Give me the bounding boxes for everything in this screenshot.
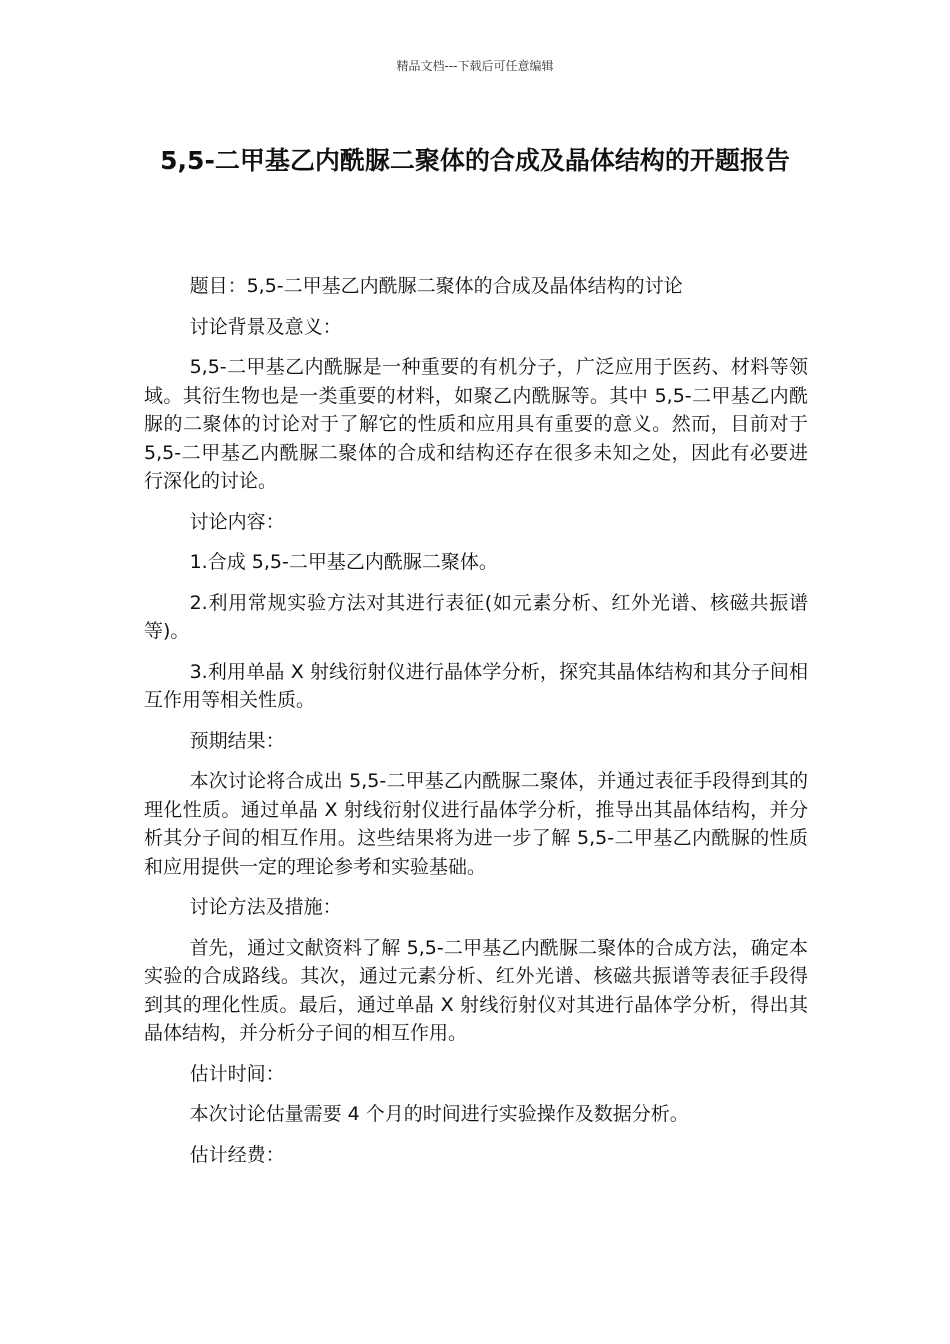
- section-heading-methods: 讨论方法及措施：: [189, 896, 342, 918]
- section-heading-budget: 估计经费：: [189, 1143, 285, 1166]
- paragraph-background: 5,5-二甲基乙内酰脲是一种重要的有机分子，广泛应用于医药、材料等领域。其衍生物也是一类重要的材料，如聚乙内酰脲等。其中 5,5-二甲基乙内酰脲的二聚体的讨论对于了解它的性质和应用具有重要的意义。然而，目前对于 5,5-二甲基乙内酰脲二聚体的合成和结构还存在很多未知之处，因此有必要进行深化的讨论。: [144, 356, 808, 492]
- topic-line: 题目：5,5-二甲基乙内酰脲二聚体的合成及晶体结构的讨论: [189, 275, 683, 297]
- content-item-1: 1.合成 5,5-二甲基乙内酰脲二聚体。: [189, 551, 498, 573]
- paragraph-expected-results: 本次讨论将合成出 5,5-二甲基乙内酰脲二聚体，并通过表征手段得到其的理化性质。通过单晶 X 射线衍射仪进行晶体学分析，推导出其晶体结构，并分析其分子间的相互作用。这些结果将为进一步了解 5,5-二甲基乙内酰脲的性质和应用提供一定的理论参考和实验基础。: [144, 770, 808, 878]
- section-heading-content: 讨论内容：: [189, 510, 285, 533]
- content-item-2: 2.利用常规实验方法对其进行表征(如元素分析、红外光谱、核磁共振谱等)。: [144, 591, 808, 642]
- content-item-3: 3.利用单晶 X 射线衍射仪进行晶体学分析，探究其晶体结构和其分子间相互作用等相关性质。: [144, 660, 808, 711]
- section-heading-background: 讨论背景及意义：: [189, 315, 342, 338]
- page-watermark: 精品文档---下载后可任意编辑: [396, 59, 554, 73]
- paragraph-methods: 首先，通过文献资料了解 5,5-二甲基乙内酰脲二聚体的合成方法，确定本实验的合成路线。其次，通过元素分析、红外光谱、核磁共振谱等表征手段得到其的理化性质。最后，通过单晶 X 射线衍射仪对其进行晶体学分析，得出其晶体结构，并分析分子间的相互作用。: [144, 936, 808, 1044]
- document-body: [144, 272, 808, 1181]
- paragraph-time: 本次讨论估量需要 4 个月的时间进行实验操作及数据分析。: [189, 1103, 689, 1125]
- section-heading-time: 估计时间：: [189, 1062, 285, 1085]
- section-heading-expected-results: 预期结果：: [189, 729, 285, 752]
- document-title: 5,5-二甲基乙内酰脲二聚体的合成及晶体结构的开题报告: [160, 146, 790, 175]
